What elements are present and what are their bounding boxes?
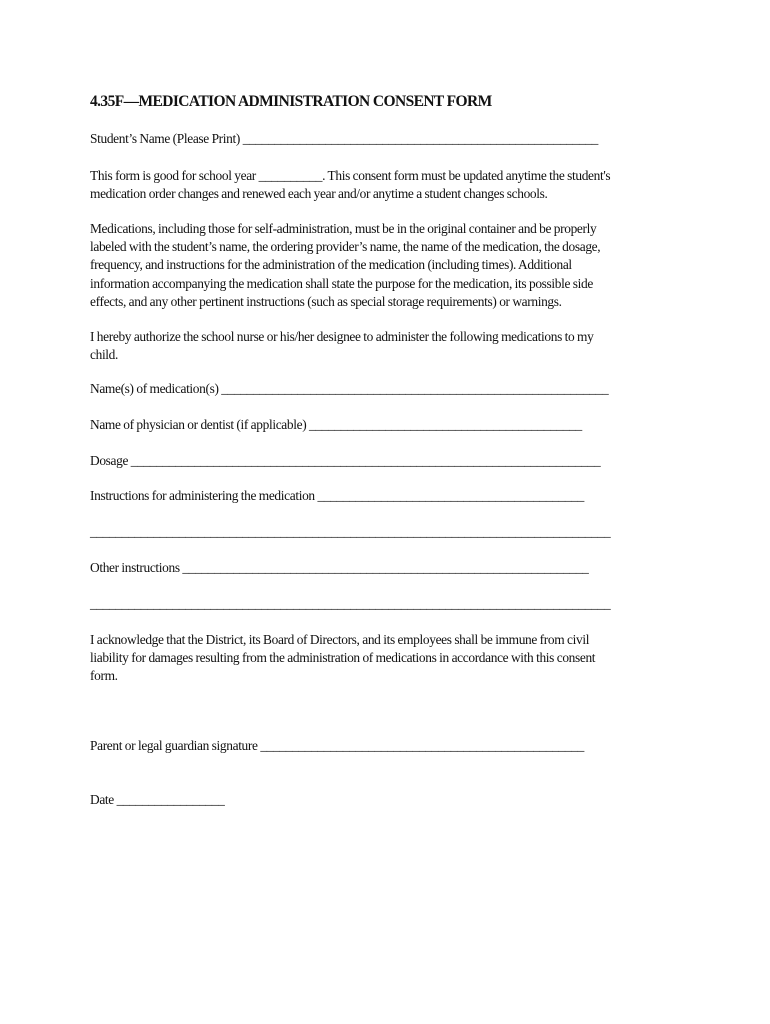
medications-paragraph [90, 220, 690, 311]
dosage-label: Dosage [90, 453, 131, 468]
dosage-blank[interactable]: __________________________________________________________________________ [130, 453, 601, 468]
instructions-continued-blank[interactable]: __________________________________________________________________________________ [90, 524, 611, 539]
date-blank[interactable]: _________________ [116, 792, 225, 807]
signature-label: Parent or legal guardian signature [90, 738, 261, 753]
medication-names-field[interactable] [90, 381, 608, 397]
instructions-field[interactable] [90, 488, 584, 504]
paragraph-line: effects, and any other pertinent instructions (such as special storage requirements) or warnings. [90, 293, 562, 309]
signature-blank[interactable]: ___________________________________________________ [260, 738, 584, 753]
other-instructions-field[interactable] [90, 560, 589, 576]
student-name-field[interactable] [90, 131, 598, 147]
instructions-label: Instructions for administering the medication [90, 488, 318, 503]
other-instructions-blank[interactable]: ________________________________________________________________ [182, 560, 589, 575]
form-title: 4.35F—MEDICATION ADMINISTRATION CONSENT FORM [90, 93, 492, 110]
paragraph-line: child. [90, 347, 119, 363]
physician-label: Name of physician or dentist (if applicable) [90, 417, 310, 432]
paragraph-line: I acknowledge that the District, its Board of Directors, and its employees shall be immune from civil [90, 632, 590, 647]
school-year-text-start: This form is good for school year [90, 168, 259, 183]
authorization-paragraph [90, 328, 690, 364]
date-label: Date [90, 792, 117, 807]
paragraph-line: Medications, including those for self-administration, must be in the original container and be properly [90, 221, 597, 236]
paragraph-line: labeled with the student’s name, the ordering provider’s name, the name of the medication, the dosage, [90, 239, 601, 255]
date-field[interactable] [90, 792, 224, 808]
instructions-blank[interactable]: __________________________________________ [317, 488, 584, 503]
paragraph-line: information accompanying the medication shall state the purpose for the medication, its possible side [90, 275, 593, 291]
other-instructions-continued-blank[interactable]: __________________________________________________________________________________ [90, 596, 611, 611]
medication-names-blank[interactable]: _____________________________________________________________ [221, 381, 609, 396]
signature-field[interactable] [90, 738, 584, 754]
school-year-blank[interactable]: __________ [258, 168, 323, 183]
acknowledgment-paragraph [90, 631, 690, 686]
student-name-blank[interactable]: ________________________________________________________ [242, 131, 599, 146]
other-instructions-label: Other instructions [90, 560, 183, 575]
school-year-paragraph [90, 167, 690, 203]
school-year-text-end: . This consent form must be updated anytime the student's [322, 168, 611, 183]
medication-names-label: Name(s) of medication(s) [90, 381, 222, 396]
paragraph-line: form. [90, 668, 118, 684]
paragraph-line: frequency, and instructions for the administration of the medication (including times). Additional [90, 257, 572, 273]
physician-blank[interactable]: ___________________________________________ [309, 417, 582, 432]
paragraph-line: liability for damages resulting from the administration of medications in accordance with this consent [90, 650, 596, 666]
physician-field[interactable] [90, 417, 582, 433]
school-year-text-line2: medication order changes and renewed each year and/or anytime a student changes schools. [90, 186, 548, 202]
student-name-label: Student’s Name (Please Print) [90, 131, 243, 146]
paragraph-line: I hereby authorize the school nurse or his/her designee to administer the following medications to my [90, 329, 594, 344]
dosage-field[interactable] [90, 453, 600, 469]
